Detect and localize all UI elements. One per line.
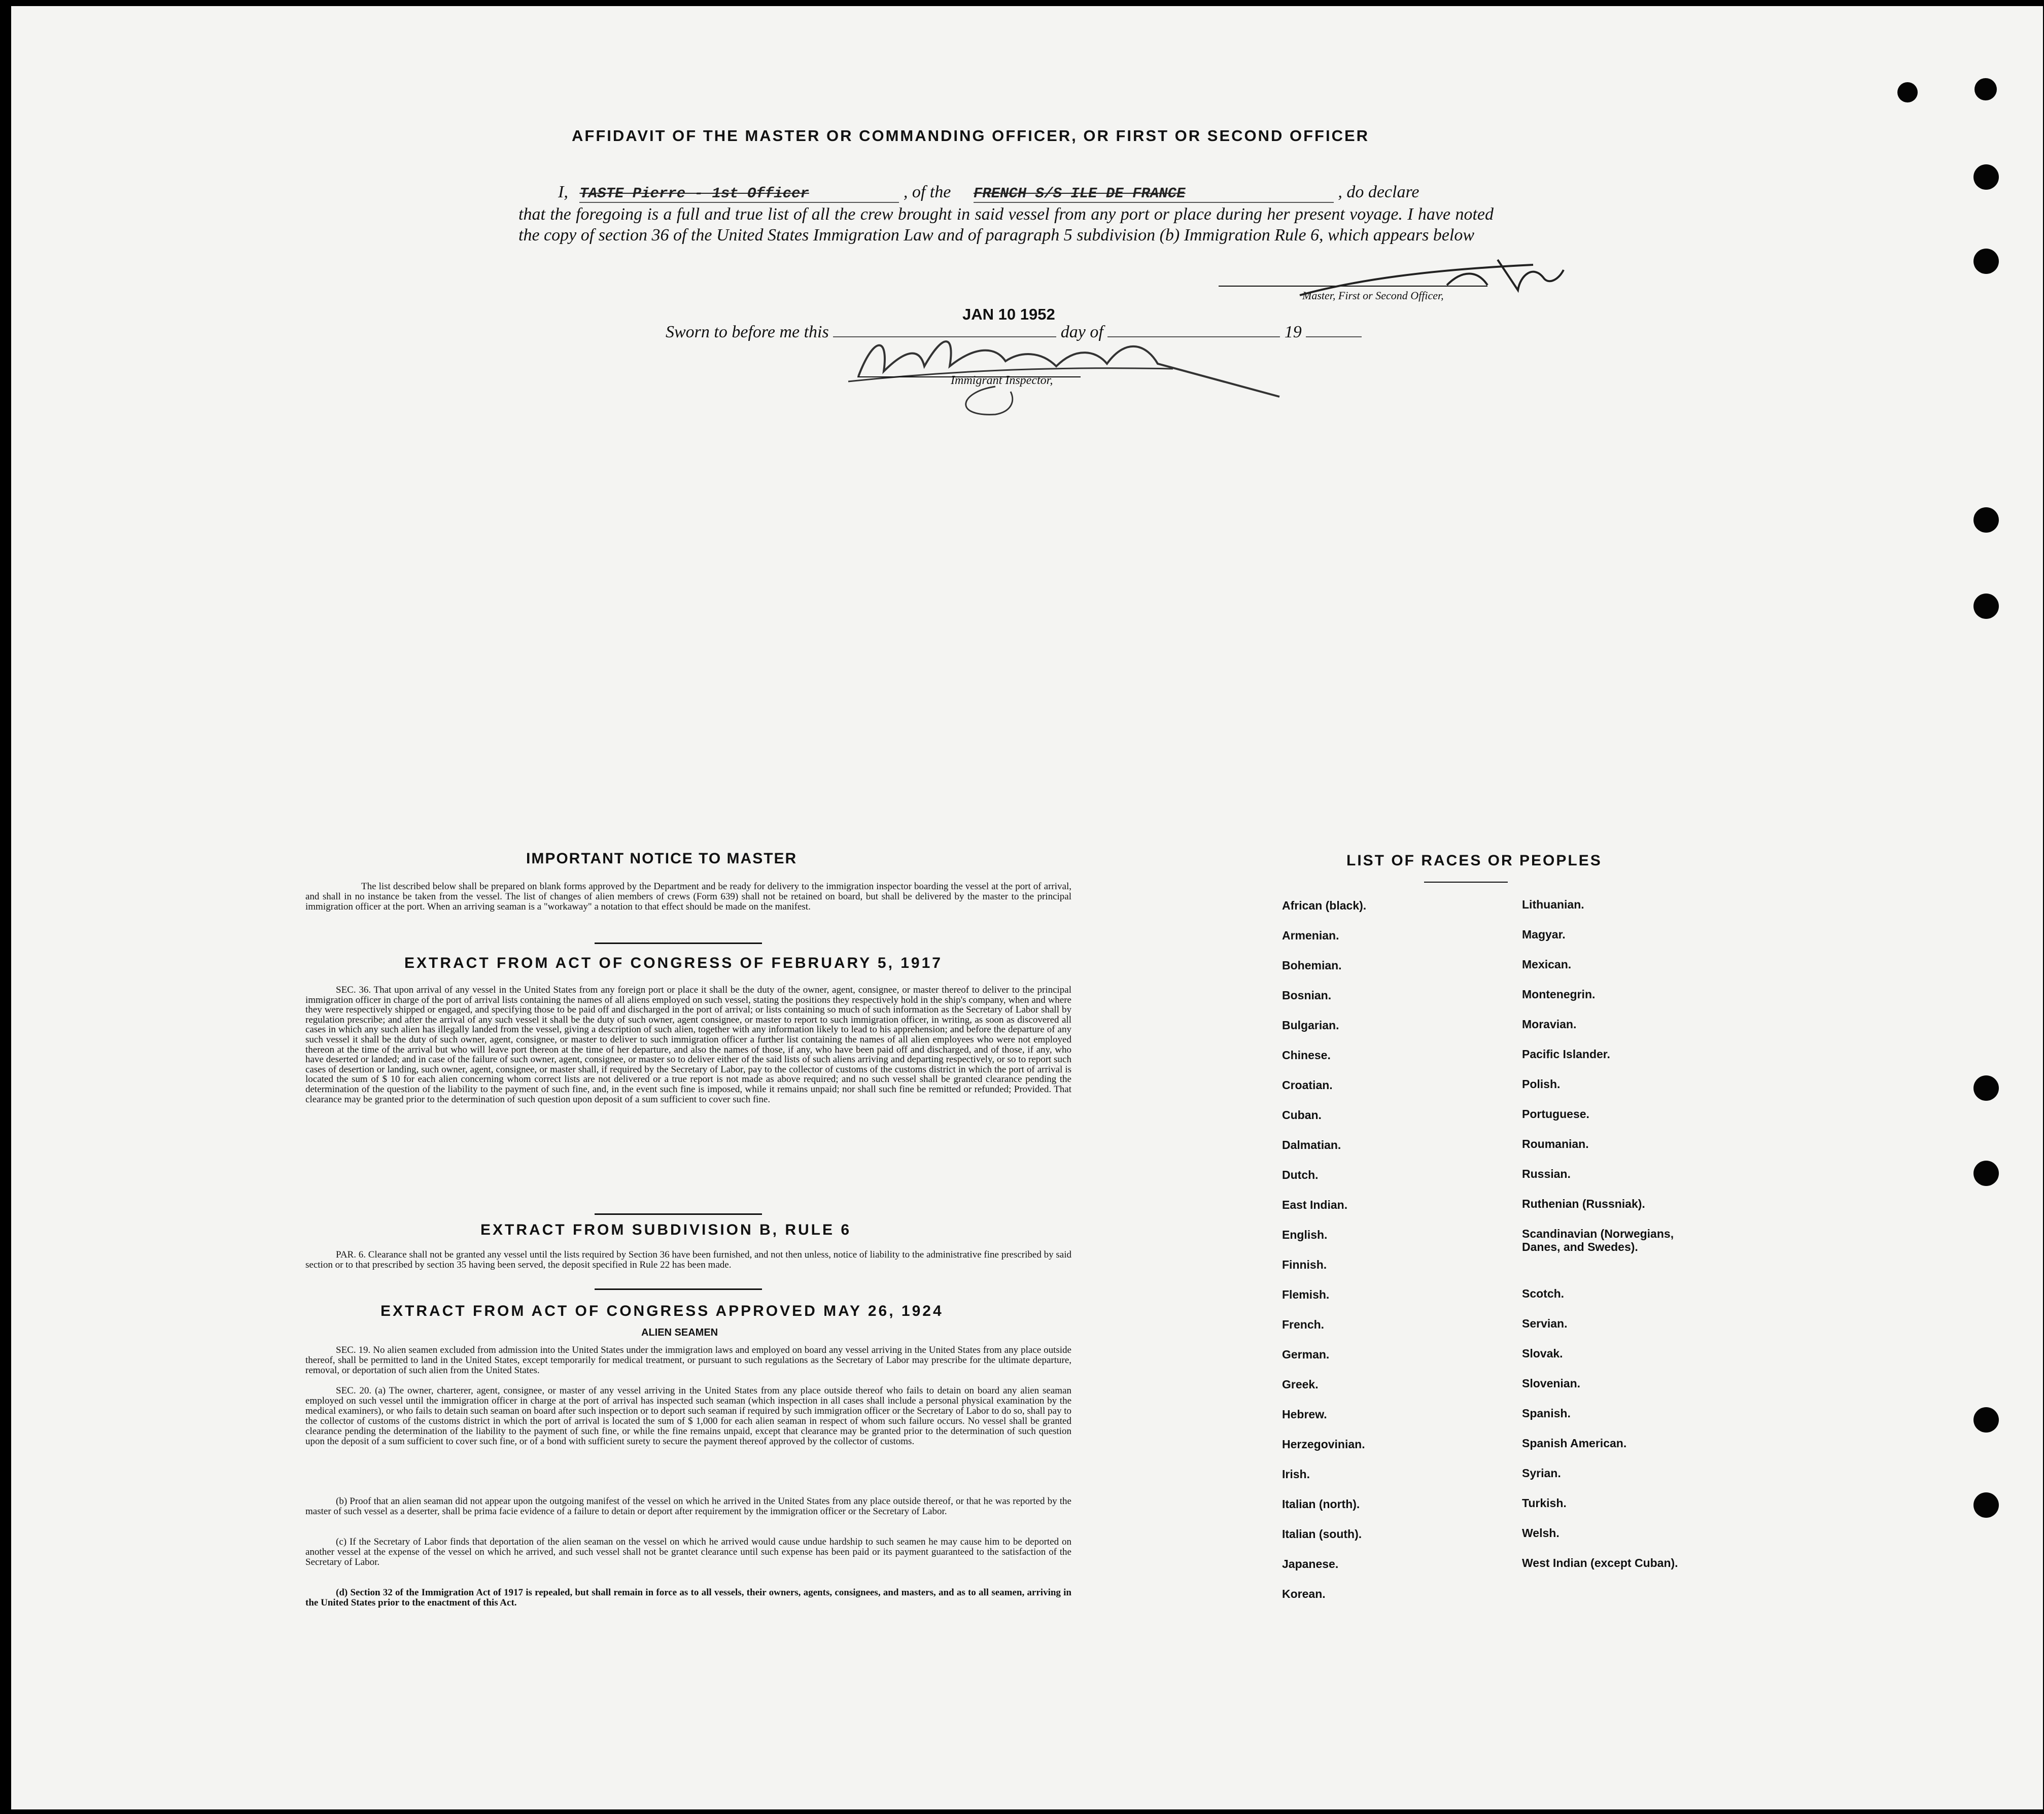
race-item: Magyar. [1522,928,1566,941]
divider [595,1213,762,1215]
notice-body: The list described below shall be prepared on blank forms approved by the Department and be ready for delivery to the immigration inspector boarding the vessel at the port of arrival, and shall in no instance be taken from the vessel. The list of changes of alien members of crews (Form 639) shall not be retained on board, but shall be delivered by the master to the principal immigration officer at the port. When an arriving seaman is a "workaway" a notation to that effect should be made on the manifest. [305,881,1071,912]
affidavit-title: AFFIDAVIT OF THE MASTER OR COMMANDING OFFICER, OR FIRST OR SECOND OFFICER [572,127,1370,145]
declaration-prefix: I, [558,183,568,201]
race-item: Italian (north). [1282,1497,1360,1511]
extract-1924-sec20c: (c) If the Secretary of Labor finds that deportation of the alien seaman on the vessel on which he arrived would cause undue hardship to such seamen he may cause him to be deported on another vessel at the expense of the vessel on which he arrived, and such vessel shall not be grantet clearance until such expense has been paid or its payment guaranteed to the satisfaction of the Secretary of Labor. [305,1537,1071,1567]
notice-title: IMPORTANT NOTICE TO MASTER [526,850,798,867]
race-item: Armenian. [1282,929,1339,942]
race-item: Bosnian. [1282,989,1332,1002]
inspector-caption: Immigrant Inspector, [951,374,1053,387]
document-page [11,6,2043,1809]
race-item: Dalmatian. [1282,1138,1341,1152]
race-item: Moravian. [1522,1018,1577,1031]
punch-hole [1973,249,1999,274]
officer-signature-caption: Master, First or Second Officer, [1302,289,1444,302]
race-item: Irish. [1282,1468,1310,1481]
race-item: Servian. [1522,1317,1568,1330]
officer-name-field: TASTE Pierre - 1st Officer [579,185,899,203]
year-prefix: 19 [1284,323,1302,341]
punch-hole [1897,82,1918,102]
race-item: Herzegovinian. [1282,1438,1365,1451]
race-item: Montenegrin. [1522,988,1596,1001]
affidavit-declaration-line [558,183,1502,203]
race-item: Scandinavian (Norwegians, Danes, and Swedes). [1522,1227,1674,1253]
race-item: Scotch. [1522,1287,1565,1300]
vessel-name-field: FRENCH S/S ILE DE FRANCE [974,185,1334,203]
race-item: Russian. [1522,1167,1571,1180]
race-item: Flemish. [1282,1288,1330,1301]
race-item: Chinese. [1282,1049,1331,1062]
race-item: Spanish. [1522,1407,1571,1420]
do-declare-text: , do declare [1338,183,1419,201]
races-title: LIST OF RACES OR PEOPLES [1346,852,1602,869]
extract-1924-title: EXTRACT FROM ACT OF CONGRESS APPROVED MAY 26, 1924 [380,1303,944,1319]
race-item: African (black). [1282,899,1367,912]
punch-hole [1973,507,1999,533]
race-item: West Indian (except Cuban). [1522,1556,1678,1569]
race-item: Dutch. [1282,1168,1319,1181]
race-item: English. [1282,1228,1328,1241]
race-item: Spanish American. [1522,1437,1627,1450]
race-item: Japanese. [1282,1557,1339,1571]
race-item: Ruthenian (Russniak). [1522,1197,1645,1210]
race-item: Polish. [1522,1077,1561,1091]
divider [1424,882,1508,883]
race-item: Roumanian. [1522,1137,1589,1150]
race-item: Turkish. [1522,1496,1567,1510]
race-item: East Indian. [1282,1198,1348,1211]
race-item: Slovenian. [1522,1377,1581,1390]
race-item: Welsh. [1522,1526,1560,1540]
race-item: Portuguese. [1522,1107,1589,1121]
race-item: Croatian. [1282,1078,1333,1092]
race-item: French. [1282,1318,1325,1331]
day-of-text: day of [1060,323,1103,341]
punch-hole [1973,1492,1999,1518]
extract-1924-subtitle: ALIEN SEAMEN [641,1327,718,1338]
punch-hole [1974,78,1997,100]
punch-hole [1973,1075,1999,1101]
of-the-text: , of the [903,183,951,201]
punch-hole [1973,594,1999,619]
extract-1917-title: EXTRACT FROM ACT OF CONGRESS OF FEBRUARY 5, 1917 [404,955,943,971]
race-item: Korean. [1282,1587,1326,1600]
race-item: Mexican. [1522,958,1572,971]
sworn-prefix: Sworn to before me this [666,323,829,341]
divider [595,943,762,944]
extract-1924-sec20a: SEC. 20. (a) The owner, charterer, agent, consignee, or master of any vessel arriving in the United States from any place outside thereof who fails to detain on board any alien seaman employed on such vessel until the immigration officer in charge at the port of arrival has inspected such seaman (which inspection in all cases shall include a personal physical examination by the medical examiners), or who fails to detain such seaman on board after such inspection or to deport such seaman if required by such immigration officer or the Secretary of Labor to do so, shall pay to the collector of customs of the customs district in which the port of arrival is located the sum of $ 1,000 for each alien seaman in respect of whom such failure occurs. No vessel shall be granted clearance pending the determination of the liability to the payment of such fine, or while the fine remains unpaid, except that clearance may be granted prior to the determination of such question upon the deposit of a sum sufficient to cover such fine, or of a bond with sufficient surety to secure the payment thereof approved by the collector of customs. [305,1385,1071,1447]
extract-1924-sec20d: (d) Section 32 of the Immigration Act of 1917 is repealed, but shall remain in force as to all vessels, their owners, agents, consignees, and masters, and as to all seamen, arriving in the United States prior to the enactment of this Act. [305,1587,1071,1608]
rule6-body: PAR. 6. Clearance shall not be granted any vessel until the lists required by Section 36 have been furnished, and not then unless, notice of liability to the administrative fine prescribed by said section or to that prescribed by section 35 having been served, the deposit specified in Rule 22 has been made. [305,1249,1071,1270]
race-item: German. [1282,1348,1330,1361]
divider [595,1288,762,1290]
date-stamp: JAN 10 1952 [962,305,1055,323]
inspector-signature [843,316,1290,422]
race-item: Hebrew. [1282,1408,1327,1421]
race-item: Italian (south). [1282,1527,1362,1541]
race-item: Lithuanian. [1522,898,1584,911]
race-item: Bohemian. [1282,959,1342,972]
race-item: Cuban. [1282,1108,1322,1122]
race-item: Greek. [1282,1378,1319,1391]
race-item: Slovak. [1522,1347,1563,1360]
extract-1924-sec19: SEC. 19. No alien seamen excluded from admission into the United States under the immigration laws and employed on board any vessel arriving in the United States from any place outside thereof, shall be permitted to land in the United States, except temporarily for medical treatment, or pursuant to such regulations as the Secretary of Labor may prescribe for the ultimate departure, removal, or deportation of such alien from the United States. [305,1345,1071,1376]
extract-1924-sec20b: (b) Proof that an alien seaman did not appear upon the outgoing manifest of the vessel on which he arrived in the United States from any place outside thereof, or that he was reported by the master of such vessel as a deserter, shall be prima facie evidence of a failure to detain or deport after requirement by the immigration officer or the Secretary of Labor. [305,1496,1071,1517]
officer-signature [1295,250,1579,310]
punch-hole [1973,1161,1999,1186]
rule6-title: EXTRACT FROM SUBDIVISION B, RULE 6 [480,1222,852,1238]
race-item: Pacific Islander. [1522,1048,1610,1061]
race-item: Syrian. [1522,1467,1561,1480]
punch-hole [1973,164,1999,190]
race-item: Bulgarian. [1282,1019,1339,1032]
affidavit-declaration-text: that the foregoing is a full and true list of all the crew brought in said vessel from any port or place during her present voyage. I have noted the copy of section 36 of the United States Immigration Law and of paragraph 5 subdivision (b) Immigration Rule 6, which appears below [518,205,1494,245]
punch-hole [1973,1407,1999,1433]
race-item: Finnish. [1282,1258,1327,1271]
extract-1917-body: SEC. 36. That upon arrival of any vessel in the United States from any foreign port or place it shall be the duty of the owner, agent, consignee, or master thereof to deliver to the principal immigration officer in charge of the port of arrival lists containing the names of all aliens employed on such vessel, stating the positions they respectively hold in the ship's company, when and where they were respectively shipped or engaged, and specifying those to be paid off and discharged in the port of arrival; or lists containing so much of such information as the Secretary of Labor shall by regulation prescribe; and after the arrival of any such vessel it shall be the duty of such owner, agent consignee, or master to report to such immigration officer, in writing, as soon as discovered all cases in which any such alien has illegally landed from the vessel, giving a description of such alien, together with any information likely to lead to his apprehension; and before the departure of any such vessel it shall be the duty of such owner, agent, consignee, or master to deliver to such immigration officer a further list containing the names of all alien employees who were not employed thereon at the time of the arrival but who will leave port thereon at the time of her departure, and also the names of those, if any, who have been paid off and discharged, and of those, if any, who have deserted or landed; and in case of the failure of such owner, agent, consignee, or master so to deliver either of the said lists of such aliens arriving and departing respectively, or so to report such cases of desertion or landing, such owner, agent, consignee, or master shall, if required by the Secretary of Labor, pay to the collector of customs of the customs district in which the port of arrival is located the sum of $ 10 for each alien concerning whom correct lists are not delivered or a true report is not made as above required; and no such vessel shall be granted clearance pending the determination of the question of the liability to the payment of such fine, and, in the event such fine is imposed, while it remains unpaid; nor shall such fine be remitted or refunded; Provided. That clearance may be granted prior to the determination of such question upon deposit of a sum sufficient to cover such fine. [305,985,1071,1105]
